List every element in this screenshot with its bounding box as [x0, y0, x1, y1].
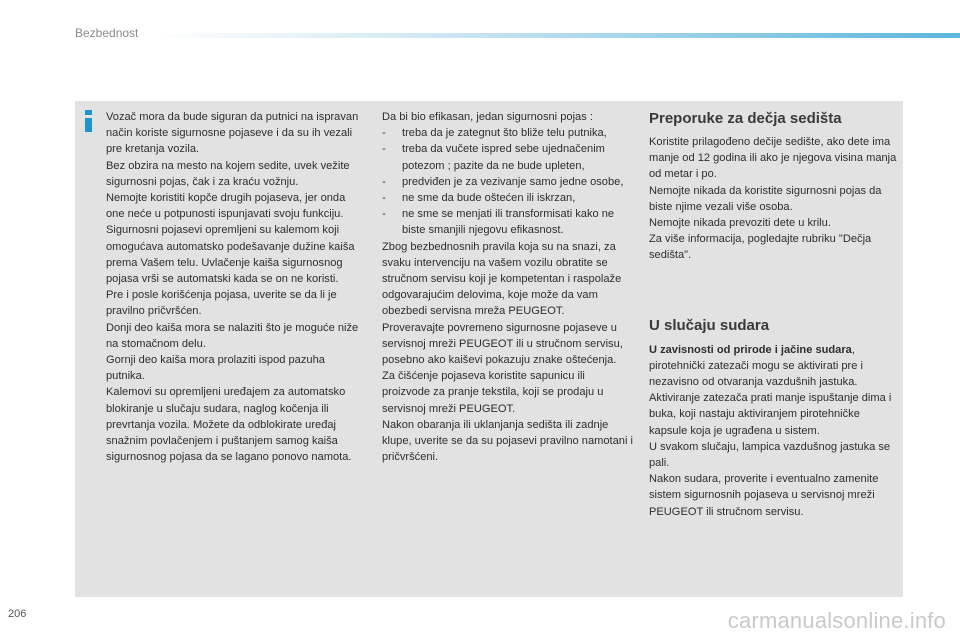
- info-icon: [82, 110, 96, 132]
- paragraph: Kalemovi su opremljeni uređajem za automatsko blokiranje u slučaju sudara, naglog kočenja ili prevrtanja vozila. Možete da odblokirate uređaj snažnim povlačenjem i puštanjem samog kaiša sigurnosnog pojasa da se lagano ponovo namota.: [106, 386, 352, 464]
- paragraph: Za više informacija, pogledajte rubriku "Dečja sedišta".: [649, 233, 872, 262]
- column-child-and-crash: [649, 109, 901, 520]
- list-dash: -: [382, 192, 386, 205]
- crash-lead-rest: , pirotehnički zatezači mogu se aktivirati pre i nezavisno od otvaranja vazdušnih jastuka.: [649, 343, 863, 389]
- list-item-text: treba da je zategnut što bliže telu putnika,: [402, 127, 607, 140]
- paragraph: Zbog bezbednosnih pravila koja su na snazi, za svaku intervenciju na vašem vozilu obratite se stručnom servisu koji je kompetentan i raspolaže odgovarajućim delovima, koje može da vam obezbedi servisna mreža PEUGEOT.: [382, 240, 622, 318]
- heading-child-seats: Preporuke za dečja sedišta: [649, 110, 842, 127]
- list-item: [382, 141, 634, 173]
- paragraph: Vozač mora da bude siguran da putnici na ispravan način koriste sigurnosne pojaseve i da su ih vezali pre kretanja vozila.: [106, 111, 359, 156]
- list-item: [382, 190, 634, 206]
- paragraph: Pre i posle korišćenja pojasa, uverite se da li je pravilno pričvršćen.: [106, 289, 337, 318]
- list-item: [382, 125, 634, 141]
- list-item: [382, 206, 634, 238]
- paragraph: Sigurnosni pojasevi opremljeni su kalemom koji omogućava automatsko podešavanje dužine kaiša prema Vašem telu. Uvlačenje kaiša sigurnosnog pojasa vrši se automatski kada se on ne koristi.: [106, 224, 355, 286]
- crash-lead-paragraph: [649, 342, 901, 391]
- paragraph: Aktiviranje zatezača prati manje ispuštanje dima i buka, koji nastaju aktiviranjem pirotehničke kapsule koja je ugrađena u sistem.: [649, 392, 892, 437]
- list-item-text: treba da vučete ispred sebe ujednačenim potezom ; pazite da ne bude upleten,: [402, 143, 605, 172]
- page-number: 206: [8, 608, 27, 620]
- watermark: carmanualsonline.info: [727, 608, 946, 633]
- list-item-text: ne sme da bude oštećen ili iskrzan,: [402, 192, 576, 205]
- requirements-list: [382, 125, 634, 238]
- column-belt-efficiency: [382, 109, 634, 465]
- paragraph: Koristite prilagođeno dečije sedište, ako dete ima manje od 12 godina ili ako je njegova visina manja od metar i po.: [649, 136, 897, 181]
- list-dash: -: [382, 175, 386, 188]
- paragraph: Nemojte koristiti kopče drugih pojaseva, jer onda one neće u potpunosti ispunjavati svoju funkciju.: [106, 192, 346, 221]
- list-item-text: predviđen je za vezivanje samo jedne osobe,: [402, 175, 624, 188]
- paragraph: U svakom slučaju, lampica vazdušnog jastuka se pali.: [649, 440, 891, 470]
- list-dash: -: [382, 208, 386, 221]
- heading-in-case-of-crash: U slučaju sudara: [649, 316, 770, 334]
- header-accent-bar: [155, 33, 960, 38]
- paragraph: Nakon sudara, proverite i eventualno zamenite sistem sigurnosnih pojaseva u servisnoj mreži PEUGEOT ili stručnom servisu.: [649, 473, 879, 518]
- paragraph: Nakon obaranja ili uklanjanja sedišta ili zadnje klupe, uverite se da su pojasevi pravilno namotani i pričvršćeni.: [382, 418, 633, 464]
- list-dash: -: [382, 143, 386, 156]
- paragraph: Nemojte nikada da koristite sigurnosni pojas da biste njime vezali više osoba.: [649, 184, 882, 213]
- list-intro: Da bi bio efikasan, jedan sigurnosni pojas :: [382, 111, 593, 123]
- info-icon-dot: [85, 110, 92, 115]
- paragraph: Gornji deo kaiša mora prolaziti ispod pazuha putnika.: [106, 354, 325, 383]
- crash-lead-bold: U zavisnosti od prirode i jačine sudara: [649, 343, 852, 356]
- paragraph: Proveravajte povremeno sigurnosne pojaseve u servisnoj mreži PEUGEOT ili u stručnom servisu, posebno ako kaiševi pokazuju znake oštećenja.: [382, 321, 623, 367]
- paragraph: Donji deo kaiša mora se nalaziti što je moguće niže na stomačnom delu.: [106, 321, 359, 350]
- column-seat-belt-rules: [106, 109, 361, 465]
- info-icon-stem: [85, 118, 92, 132]
- list-dash: -: [382, 127, 386, 140]
- list-item-text: ne sme se menjati ili transformisati kako ne biste smanjili njegovu efikasnost.: [402, 208, 615, 237]
- section-title: Bezbednost: [75, 26, 139, 40]
- list-item: [382, 174, 634, 190]
- paragraph: Za čišćenje pojaseva koristite sapunicu ili proizvode za pranje tekstila, koji se prodaju u servisnoj mreži PEUGEOT.: [382, 370, 604, 415]
- paragraph: Nemojte nikada prevoziti dete u krilu.: [649, 217, 831, 230]
- paragraph: Bez obzira na mesto na kojem sedite, uvek vežite sigurnosni pojas, čak i za kraću vožnju.: [106, 159, 350, 188]
